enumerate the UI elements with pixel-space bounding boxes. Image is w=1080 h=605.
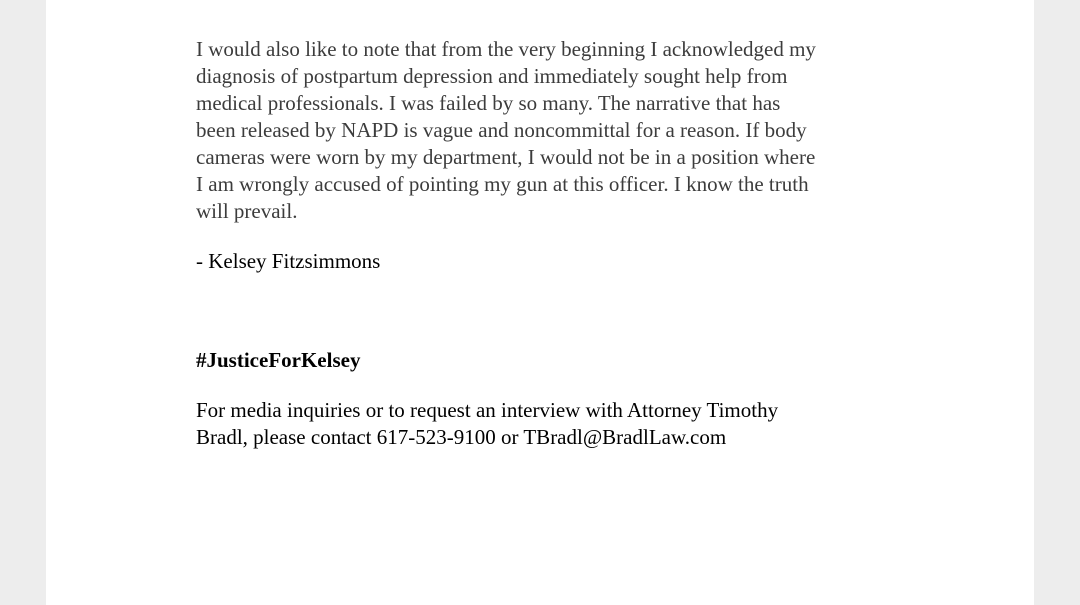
signature [196, 248, 896, 275]
contact-paragraph [196, 397, 896, 451]
statement-paragraph [196, 36, 896, 225]
hashtag [196, 347, 896, 374]
statement-line: I am wrongly accused of pointing my gun at this officer. I know the truth [196, 172, 809, 196]
statement-line: will prevail. [196, 199, 298, 223]
signature-text: - Kelsey Fitzsimmons [196, 249, 381, 273]
statement-line: cameras were worn by my department, I would not be in a position where [196, 145, 816, 169]
statement-line: been released by NAPD is vague and noncommittal for a reason. If body [196, 118, 807, 142]
statement-line: medical professionals. I was failed by so many. The narrative that has [196, 91, 781, 115]
document-page [46, 0, 1034, 605]
contact-line: Bradl, please contact 617-523-9100 or TBradl@BradlLaw.com [196, 425, 727, 449]
contact-line: For media inquiries or to request an interview with Attorney Timothy [196, 398, 779, 422]
statement-line: I would also like to note that from the very beginning I acknowledged my [196, 37, 816, 61]
statement-line: diagnosis of postpartum depression and immediately sought help from [196, 64, 788, 88]
hashtag-text: #JusticeForKelsey [196, 348, 361, 372]
